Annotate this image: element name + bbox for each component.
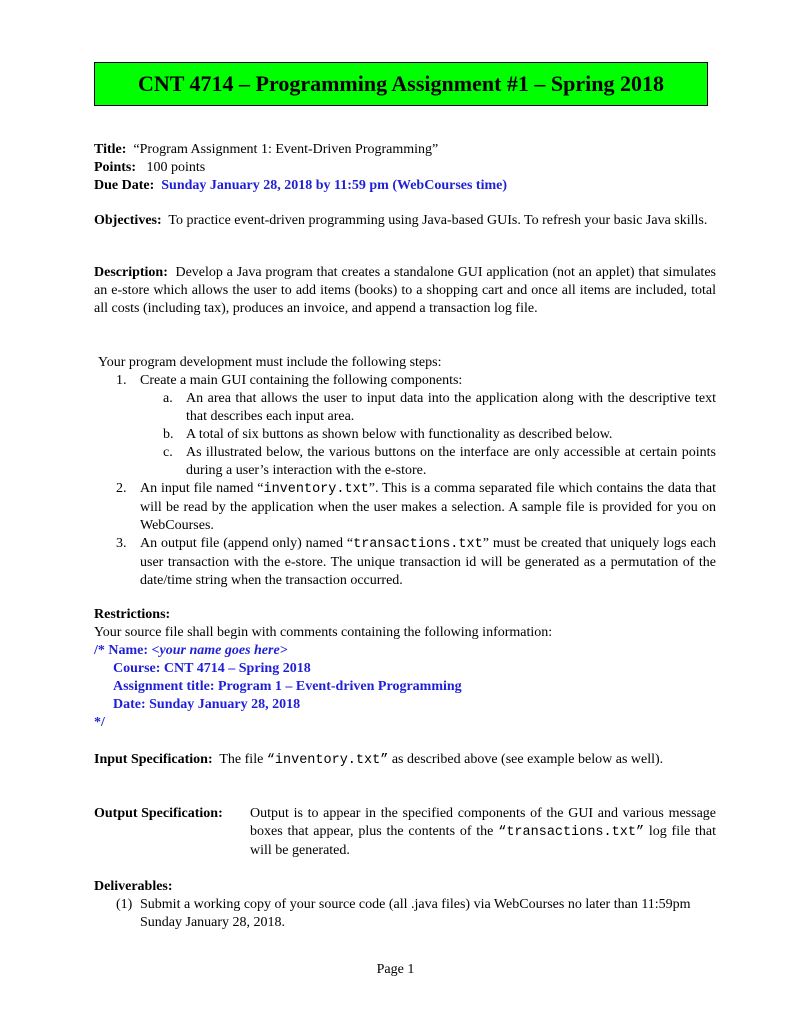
objectives-label: Objectives: bbox=[94, 213, 162, 228]
input-spec-pre: The file bbox=[219, 752, 267, 767]
output-spec-post: log file that will be generated. bbox=[250, 824, 717, 858]
step-3-number: 3. bbox=[116, 536, 127, 551]
steps-intro: Your program development must include the following steps: bbox=[98, 355, 442, 370]
title-label: Title: bbox=[94, 142, 127, 157]
transactions-filename: transactions.txt bbox=[353, 537, 483, 552]
output-spec-label: Output Specification: bbox=[94, 806, 223, 821]
step-1c-text: As illustrated below, the various buttons on the interface are only accessible at certain points during a user’s interaction with the e-store. bbox=[186, 445, 716, 478]
points-label: Points: bbox=[94, 160, 136, 175]
deliverables-label: Deliverables: bbox=[94, 879, 173, 894]
step-1a-text: An area that allows the user to input data into the application along with the descriptive text that describes each input area. bbox=[186, 391, 716, 424]
deliverables-label-wrap bbox=[94, 878, 173, 896]
comment-name-prefix: /* Name: bbox=[94, 643, 152, 658]
comment-name-placeholder: <your name goes here> bbox=[151, 643, 288, 658]
due-date-value: Sunday January 28, 2018 by 11:59 pm (WebCourses time) bbox=[161, 178, 508, 193]
input-spec-post: as described above (see example below as well). bbox=[388, 752, 664, 767]
page-title: CNT 4714 – Programming Assignment #1 – Spring 2018 bbox=[137, 71, 664, 96]
step-2-pre: An input file named “ bbox=[140, 481, 264, 496]
objectives-text: To practice event-driven programming using Java-based GUIs. To refresh your basic Java skills. bbox=[168, 213, 708, 228]
step-1b-text: A total of six buttons as shown below with functionality as described below. bbox=[186, 427, 613, 442]
output-spec-text bbox=[250, 805, 716, 860]
comment-date-line: Date: Sunday January 28, 2018 bbox=[113, 697, 301, 712]
step-3-pre: An output file (append only) named “ bbox=[140, 536, 354, 551]
step-1-number: 1. bbox=[116, 373, 127, 388]
step-3-text bbox=[140, 535, 716, 590]
comment-name-line bbox=[94, 642, 288, 660]
description-label: Description: bbox=[94, 265, 168, 280]
deliverable-1-number: (1) bbox=[116, 897, 133, 912]
title-value: “Program Assignment 1: Event-Driven Programming” bbox=[133, 142, 439, 157]
step-1b-letter: b. bbox=[163, 427, 174, 442]
output-spec-pre: Output is to appear in the specified components of the GUI and various message boxes that appear, plus the contents of the bbox=[250, 806, 716, 839]
comment-course-line: Course: CNT 4714 – Spring 2018 bbox=[113, 661, 311, 676]
comment-end-line: */ bbox=[94, 715, 105, 730]
description-paragraph bbox=[94, 264, 716, 318]
step-1-text: Create a main GUI containing the following components: bbox=[140, 373, 463, 388]
restrictions-heading: Restrictions: bbox=[94, 607, 171, 622]
step-2-post: ”. This is a comma separated file which contains the data that will be read by the application when the user makes a selection. A sample file is provided for you on WebCourses. bbox=[140, 481, 717, 533]
step-3-post: ” must be created that uniquely logs each user transaction with the e-store. The unique transaction id will be generated as a permutation of the date/time string when the transaction occurred. bbox=[140, 536, 717, 588]
restrictions-text: Your source file shall begin with comments containing the following information: bbox=[94, 625, 553, 640]
title-banner bbox=[94, 62, 708, 106]
output-spec-filename: “transactions.txt” bbox=[498, 825, 645, 840]
points-value: 100 points bbox=[146, 160, 206, 175]
page-number: Page 1 bbox=[376, 962, 415, 977]
due-date-label: Due Date: bbox=[94, 178, 155, 193]
inventory-filename: inventory.txt bbox=[263, 482, 369, 497]
input-spec-filename: “inventory.txt” bbox=[266, 753, 389, 768]
step-2-number: 2. bbox=[116, 481, 127, 496]
comment-assignment-line: Assignment title: Program 1 – Event-driven Programming bbox=[113, 679, 462, 694]
input-spec-label: Input Specification: bbox=[94, 752, 213, 767]
objectives-paragraph bbox=[94, 212, 716, 230]
description-text: Develop a Java program that creates a standalone GUI application (not an applet) that simulates an e-store which allows the user to add items (books) to a shopping cart and once all items are included, total all costs (including tax), produces an invoice, and append a transaction log file. bbox=[94, 265, 716, 316]
points-line bbox=[94, 159, 205, 177]
restrictions-label bbox=[94, 606, 170, 624]
title-line bbox=[94, 141, 438, 159]
deliverable-1-text: Submit a working copy of your source code (all .java files) via WebCourses no later than 11:59pm Sunday January 28, 2018. bbox=[140, 897, 691, 930]
step-1a-letter: a. bbox=[163, 391, 173, 406]
step-2-text bbox=[140, 480, 716, 535]
output-spec-label-wrap bbox=[94, 805, 223, 823]
input-spec-paragraph bbox=[94, 751, 694, 770]
due-date-line bbox=[94, 177, 507, 195]
step-1c-letter: c. bbox=[163, 445, 173, 460]
